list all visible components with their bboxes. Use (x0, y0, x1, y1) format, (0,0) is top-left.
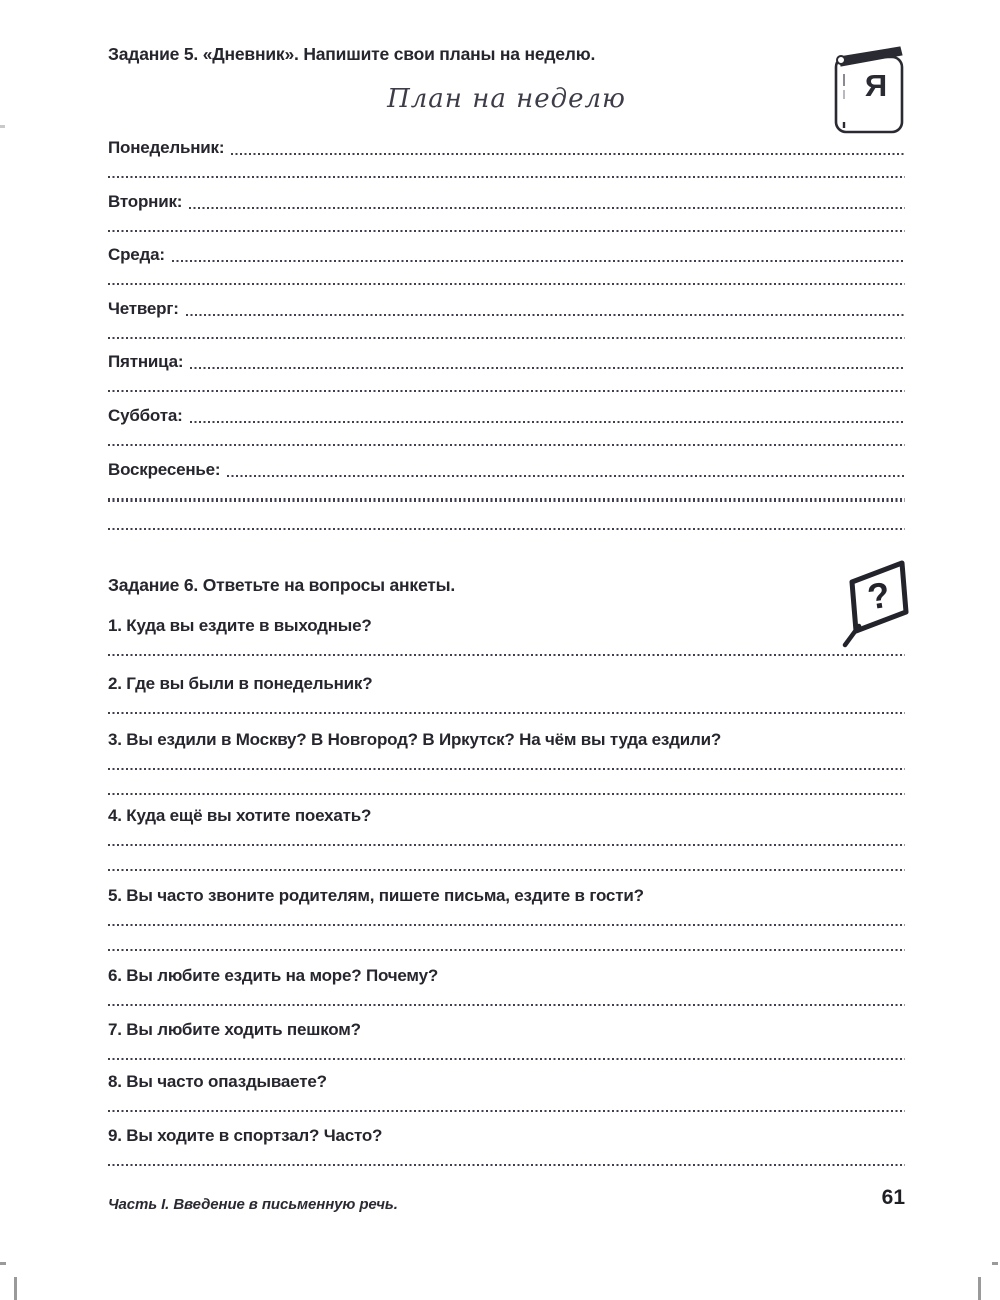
task5-heading: Задание 5. «Дневник». Напишите свои планы на неделю. (108, 44, 596, 64)
footer-part-title: Часть I. Введение в письменную речь. (108, 1196, 398, 1213)
dotted-leader (186, 314, 905, 316)
question-block-5 (108, 886, 905, 951)
question-text: 3. Вы ездили в Москву? В Новгород? В Иркутск? На чём вы туда ездили? (108, 730, 722, 749)
dotted-line (108, 654, 905, 656)
dotted-line (108, 1058, 905, 1060)
dotted-leader (189, 207, 905, 209)
crop-mark-bottom-right-dash (992, 1262, 998, 1265)
day-row-wednesday (108, 245, 905, 285)
dotted-leader (190, 367, 905, 369)
question-text: 9. Вы ходите в спортзал? Часто? (108, 1126, 383, 1145)
question-block-4 (108, 806, 905, 871)
scan-mark-left-edge (0, 125, 5, 128)
day-label: Пятница: (108, 352, 184, 371)
dotted-line (108, 768, 905, 770)
crop-mark-bottom-left-line (14, 1277, 17, 1300)
dotted-leader (227, 475, 905, 477)
task6-heading: Задание 6. Ответьте на вопросы анкеты. (108, 575, 456, 595)
dotted-leader (172, 260, 905, 262)
question-block-6 (108, 966, 905, 1006)
day-row-thursday (108, 299, 905, 339)
question-block-1 (108, 616, 905, 656)
question-block-7 (108, 1020, 905, 1060)
dotted-line (108, 500, 905, 502)
day-row-saturday (108, 406, 905, 446)
dotted-line (108, 444, 905, 446)
dotted-leader (190, 421, 905, 423)
day-label: Вторник: (108, 192, 183, 211)
question-block-2 (108, 674, 905, 714)
dotted-line (108, 283, 905, 285)
question-text: 2. Где вы были в понедельник? (108, 674, 373, 693)
week-plan-script-title: План на неделю (387, 84, 626, 114)
dotted-line (108, 230, 905, 232)
question-text: 8. Вы часто опаздываете? (108, 1072, 327, 1091)
dotted-line (108, 390, 905, 392)
dotted-line (108, 793, 905, 795)
question-text: 7. Вы любите ходить пешком? (108, 1020, 361, 1039)
dotted-line (108, 1164, 905, 1166)
day-label: Понедельник: (108, 138, 225, 157)
day-row-monday (108, 138, 905, 178)
dotted-line (108, 1110, 905, 1112)
dotted-line (108, 1004, 905, 1006)
question-sign-symbol: ? (864, 573, 893, 618)
dotted-leader (231, 153, 905, 155)
question-text: 4. Куда ещё вы хотите поехать? (108, 806, 372, 825)
question-text: 6. Вы любите ездить на море? Почему? (108, 966, 439, 985)
dotted-line (108, 869, 905, 871)
question-block-9 (108, 1126, 905, 1166)
diary-icon-letter: Я (864, 68, 888, 103)
day-label: Среда: (108, 245, 165, 264)
page-number: 61 (881, 1186, 905, 1209)
crop-mark-bottom-left-dash (0, 1262, 6, 1265)
dotted-line (108, 337, 905, 339)
dotted-line (108, 712, 905, 714)
dotted-line (108, 844, 905, 846)
crop-mark-bottom-right-line (978, 1277, 981, 1300)
question-text: 1. Куда вы ездите в выходные? (108, 616, 372, 635)
dotted-line (108, 528, 905, 530)
day-row-friday (108, 352, 905, 392)
day-label: Четверг: (108, 299, 179, 318)
day-label: Суббота: (108, 406, 183, 425)
question-block-3 (108, 730, 905, 795)
question-text: 5. Вы часто звоните родителям, пишете письма, ездите в гости? (108, 886, 644, 905)
dotted-line (108, 176, 905, 178)
day-row-sunday (108, 460, 905, 500)
dotted-line (108, 949, 905, 951)
day-label: Воскресенье: (108, 460, 221, 479)
dotted-line (108, 924, 905, 926)
day-row-tuesday (108, 192, 905, 232)
question-block-8 (108, 1072, 905, 1112)
